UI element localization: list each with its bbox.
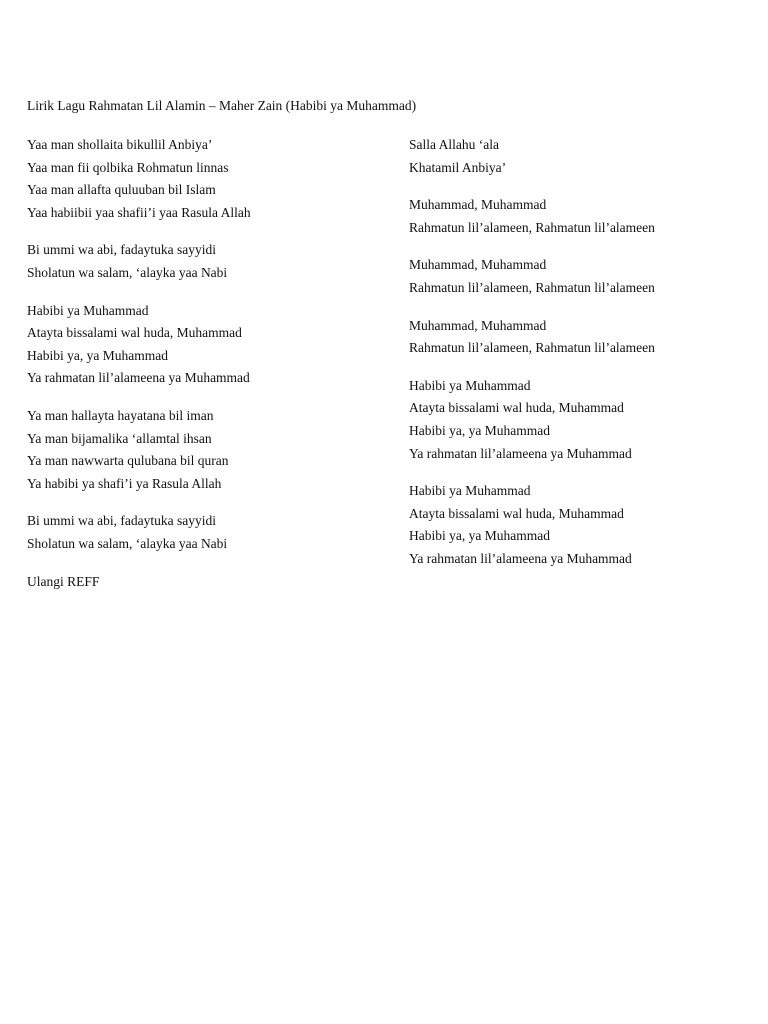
lyric-line: Sholatun wa salam, ‘alayka yaa Nabi	[27, 264, 228, 280]
lyric-line: Muhammad, Muhammad	[409, 317, 547, 333]
stanza	[27, 134, 387, 224]
stanza	[409, 480, 768, 570]
lyric-line: Habibi ya Muhammad	[27, 302, 149, 318]
stanza	[27, 405, 387, 495]
lyric-line: Sholatun wa salam, ‘alayka yaa Nabi	[27, 535, 228, 551]
stanza	[27, 300, 387, 390]
lyric-line: Muhammad, Muhammad	[409, 257, 547, 273]
lyric-line: Habibi ya, ya Muhammad	[409, 528, 550, 544]
lyric-line: Ya man bijamalika ‘allamtal ihsan	[27, 430, 212, 446]
stanza	[27, 239, 387, 284]
lyric-line: Ya man nawwarta qulubana bil quran	[27, 453, 229, 469]
lyric-line: Atayta bissalami wal huda, Muhammad	[27, 325, 242, 341]
lyric-line: Rahmatun lil’alameen, Rahmatun lil’alameen	[409, 340, 655, 356]
lyric-line: Muhammad, Muhammad	[409, 197, 547, 213]
lyric-line: Ya man hallayta hayatana bil iman	[27, 407, 214, 423]
lyric-line: Ya rahmatan lil’alameena ya Muhammad	[27, 370, 250, 386]
lyric-line: Khatamil Anbiya’	[409, 159, 507, 175]
lyric-line: Habibi ya Muhammad	[409, 483, 531, 499]
lyric-line: Rahmatun lil’alameen, Rahmatun lil’alameen	[409, 279, 655, 295]
lyric-line: Salla Allahu ‘ala	[409, 137, 499, 152]
right-column	[409, 134, 768, 586]
lyric-line: Habibi ya Muhammad	[409, 377, 531, 393]
lyric-line: Ya rahmatan lil’alameena ya Muhammad	[409, 445, 632, 461]
stanza	[409, 375, 768, 465]
stanza	[409, 194, 768, 239]
lyric-line: Ya habibi ya shafi’i ya Rasula Allah	[27, 475, 222, 491]
lyric-line: Habibi ya, ya Muhammad	[27, 347, 168, 363]
document-title: Lirik Lagu Rahmatan Lil Alamin – Maher Zain (Habibi ya Muhammad)	[27, 98, 417, 113]
repeat-chorus-note: Ulangi REFF	[27, 573, 100, 589]
lyric-line: Atayta bissalami wal huda, Muhammad	[409, 505, 624, 521]
lyric-line: Bi ummi wa abi, fadaytuka sayyidi	[27, 242, 216, 258]
lyric-line: Yaa man shollaita bikullil Anbiya’	[27, 137, 213, 152]
lyric-line: Rahmatun lil’alameen, Rahmatun lil’alameen	[409, 219, 655, 235]
lyric-line: Ya rahmatan lil’alameena ya Muhammad	[409, 550, 632, 566]
lyric-line: Atayta bissalami wal huda, Muhammad	[409, 400, 624, 416]
left-column	[27, 134, 387, 593]
stanza	[409, 315, 768, 360]
lyric-line: Habibi ya, ya Muhammad	[409, 422, 550, 438]
lyric-line: Yaa habiibii yaa shafii’i yaa Rasula Allah	[27, 204, 251, 220]
stanza	[409, 134, 768, 179]
lyric-line: Yaa man fii qolbika Rohmatun linnas	[27, 159, 229, 175]
lyric-line: Yaa man allafta quluuban bil Islam	[27, 182, 216, 198]
stanza	[409, 254, 768, 299]
lyric-line: Bi ummi wa abi, fadaytuka sayyidi	[27, 513, 216, 529]
stanza	[27, 510, 387, 555]
